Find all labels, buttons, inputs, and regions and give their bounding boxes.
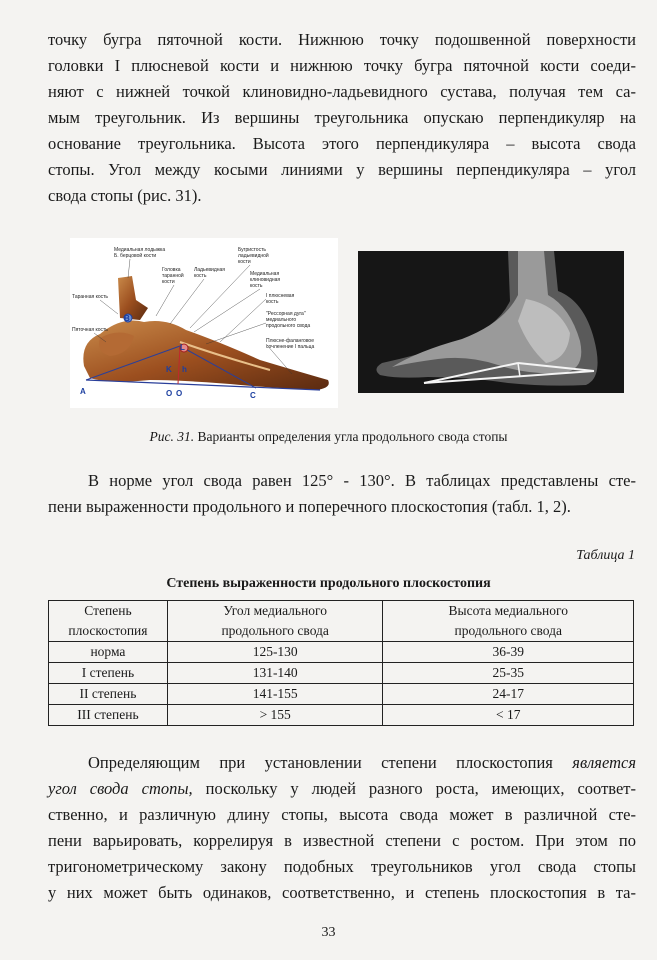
annotation: Пяточная кость (72, 327, 108, 333)
table-cell: 131-140 (167, 663, 383, 684)
annotation: Б. берцовой кости (114, 253, 157, 259)
text-line: няют с нижней точкой клиновидно-ладьевидного сустава, получая тем са- (48, 82, 636, 101)
label-b: B (124, 314, 130, 323)
text-line: пени выраженности продольного и поперечного плоскостопия (табл. 1, 2). (48, 497, 571, 516)
figure-caption (0, 429, 657, 445)
tibia-bone (118, 276, 148, 320)
table-cell: 125-130 (167, 642, 383, 663)
table-title: Степень выраженности продольного плоскостопия (166, 576, 491, 591)
foot-bones (83, 321, 328, 391)
header-cell (383, 601, 634, 642)
foot-xray-image (358, 251, 624, 393)
annotation: Ладьевидная (194, 267, 225, 273)
text-line: тригонометрическому закону подобных треугольников угол свода стопы (48, 857, 636, 876)
annotation: сочленение I пальца (266, 344, 315, 350)
annotation: Плюсне-фаланговое (266, 338, 314, 344)
header-cell (167, 601, 383, 642)
table-cell: 25-35 (383, 663, 634, 684)
text-line: точку бугра пяточной кости. Нижнюю точку подошвенной поверхности (48, 30, 636, 49)
annotation: кости (162, 279, 175, 285)
table-cell: II степень (49, 684, 168, 705)
header-line: плоскостопия (68, 623, 148, 638)
foot-xray-figure (358, 251, 624, 393)
annotation: медиального (266, 317, 297, 323)
italic-text: является (572, 753, 636, 772)
italic-text: угол свода стопы, (48, 779, 193, 798)
text-line: ственно, и различную длину стопы, высота свода может в различной сте- (48, 805, 636, 824)
label-o2: O (176, 389, 183, 398)
table-cell: 24-17 (383, 684, 634, 705)
text-run: поскольку у людей разного роста, имеющих, соответ- (192, 779, 636, 798)
table-cell: 141-155 (167, 684, 383, 705)
annotation: кость (250, 283, 263, 289)
label-h: h (182, 365, 187, 374)
table-header-row (49, 601, 634, 642)
header-line: Степень (84, 603, 132, 618)
page-number: 33 (321, 925, 336, 940)
text-line: мым треугольник. Из вершины треугольника опускаю перпендикуляр на (48, 108, 636, 127)
label-c: C (250, 391, 256, 400)
annotation: "Рессорная дуга" (266, 311, 306, 317)
label-k: K (166, 365, 172, 374)
table-cell: > 155 (167, 705, 383, 726)
annotation: продольного свода (266, 323, 311, 329)
text-line (48, 750, 636, 776)
annotation: Головка (162, 267, 181, 273)
text-line: головки I плюсневой кости и нижнюю точку бугра пяточной кости соеди- (48, 56, 636, 75)
table-cell: < 17 (383, 705, 634, 726)
foot-anatomy-illustration (70, 238, 338, 408)
table-cell: 36-39 (383, 642, 634, 663)
annotation: I плюсневая (266, 293, 295, 299)
table-cell: I степень (49, 663, 168, 684)
caption-label: Рис. 31. (149, 429, 195, 444)
annotation: ладьевидной (238, 253, 269, 259)
annotation: кость (266, 299, 279, 305)
annotation: кость (194, 273, 207, 279)
label-a: A (80, 387, 86, 396)
annotation: Медиальная (250, 271, 280, 277)
text-line (48, 776, 636, 802)
annotation: Медиальная лодыжка (114, 247, 166, 253)
header-line: продольного свода (454, 623, 562, 638)
foot-anatomy-figure (70, 238, 338, 408)
caption-text: Варианты определения угла продольного свода стопы (194, 429, 508, 444)
table-cell: норма (49, 642, 168, 663)
text-line: свода стопы (рис. 31). (48, 186, 202, 205)
annotation: Бугристость (238, 247, 266, 253)
text-line: В норме угол свода равен 125° - 130°. В таблицах представлены сте- (88, 471, 636, 490)
paragraph-3 (48, 750, 636, 906)
flatfoot-degree-table (48, 600, 634, 726)
annotation: клиновидная (250, 277, 281, 283)
paragraph-1 (48, 27, 636, 209)
header-line: Угол медиального (223, 603, 327, 618)
table-number: Таблица 1 (576, 548, 635, 563)
text-line: стопы. Угол между косыми линиями у вершины перпендикуляра – угол (48, 160, 636, 179)
header-line: продольного свода (221, 623, 329, 638)
paragraph-2 (48, 468, 636, 520)
header-cell (49, 601, 168, 642)
table-row (49, 705, 634, 726)
text-run: Определяющим при установлении степени плоскостопия (88, 753, 573, 772)
table-row (49, 684, 634, 705)
annotation: таранной (162, 273, 184, 279)
table-row (49, 663, 634, 684)
text-line: у них может быть одинаков, соответственно, и степень плоскостопия в та- (48, 883, 636, 902)
text-line: основание треугольника. Высота этого перпендикуляра – высота свода (48, 134, 636, 153)
label-o1: O (166, 389, 173, 398)
table-cell: III степень (49, 705, 168, 726)
label-l: L (180, 343, 185, 352)
table-row (49, 642, 634, 663)
annotation: Таранная кость (72, 294, 108, 300)
annotation: кости (238, 259, 251, 265)
text-line: пени варьировать, коррелируя в известной степени с ростом. При этом по (48, 831, 636, 850)
header-line: Высота медиального (448, 603, 568, 618)
